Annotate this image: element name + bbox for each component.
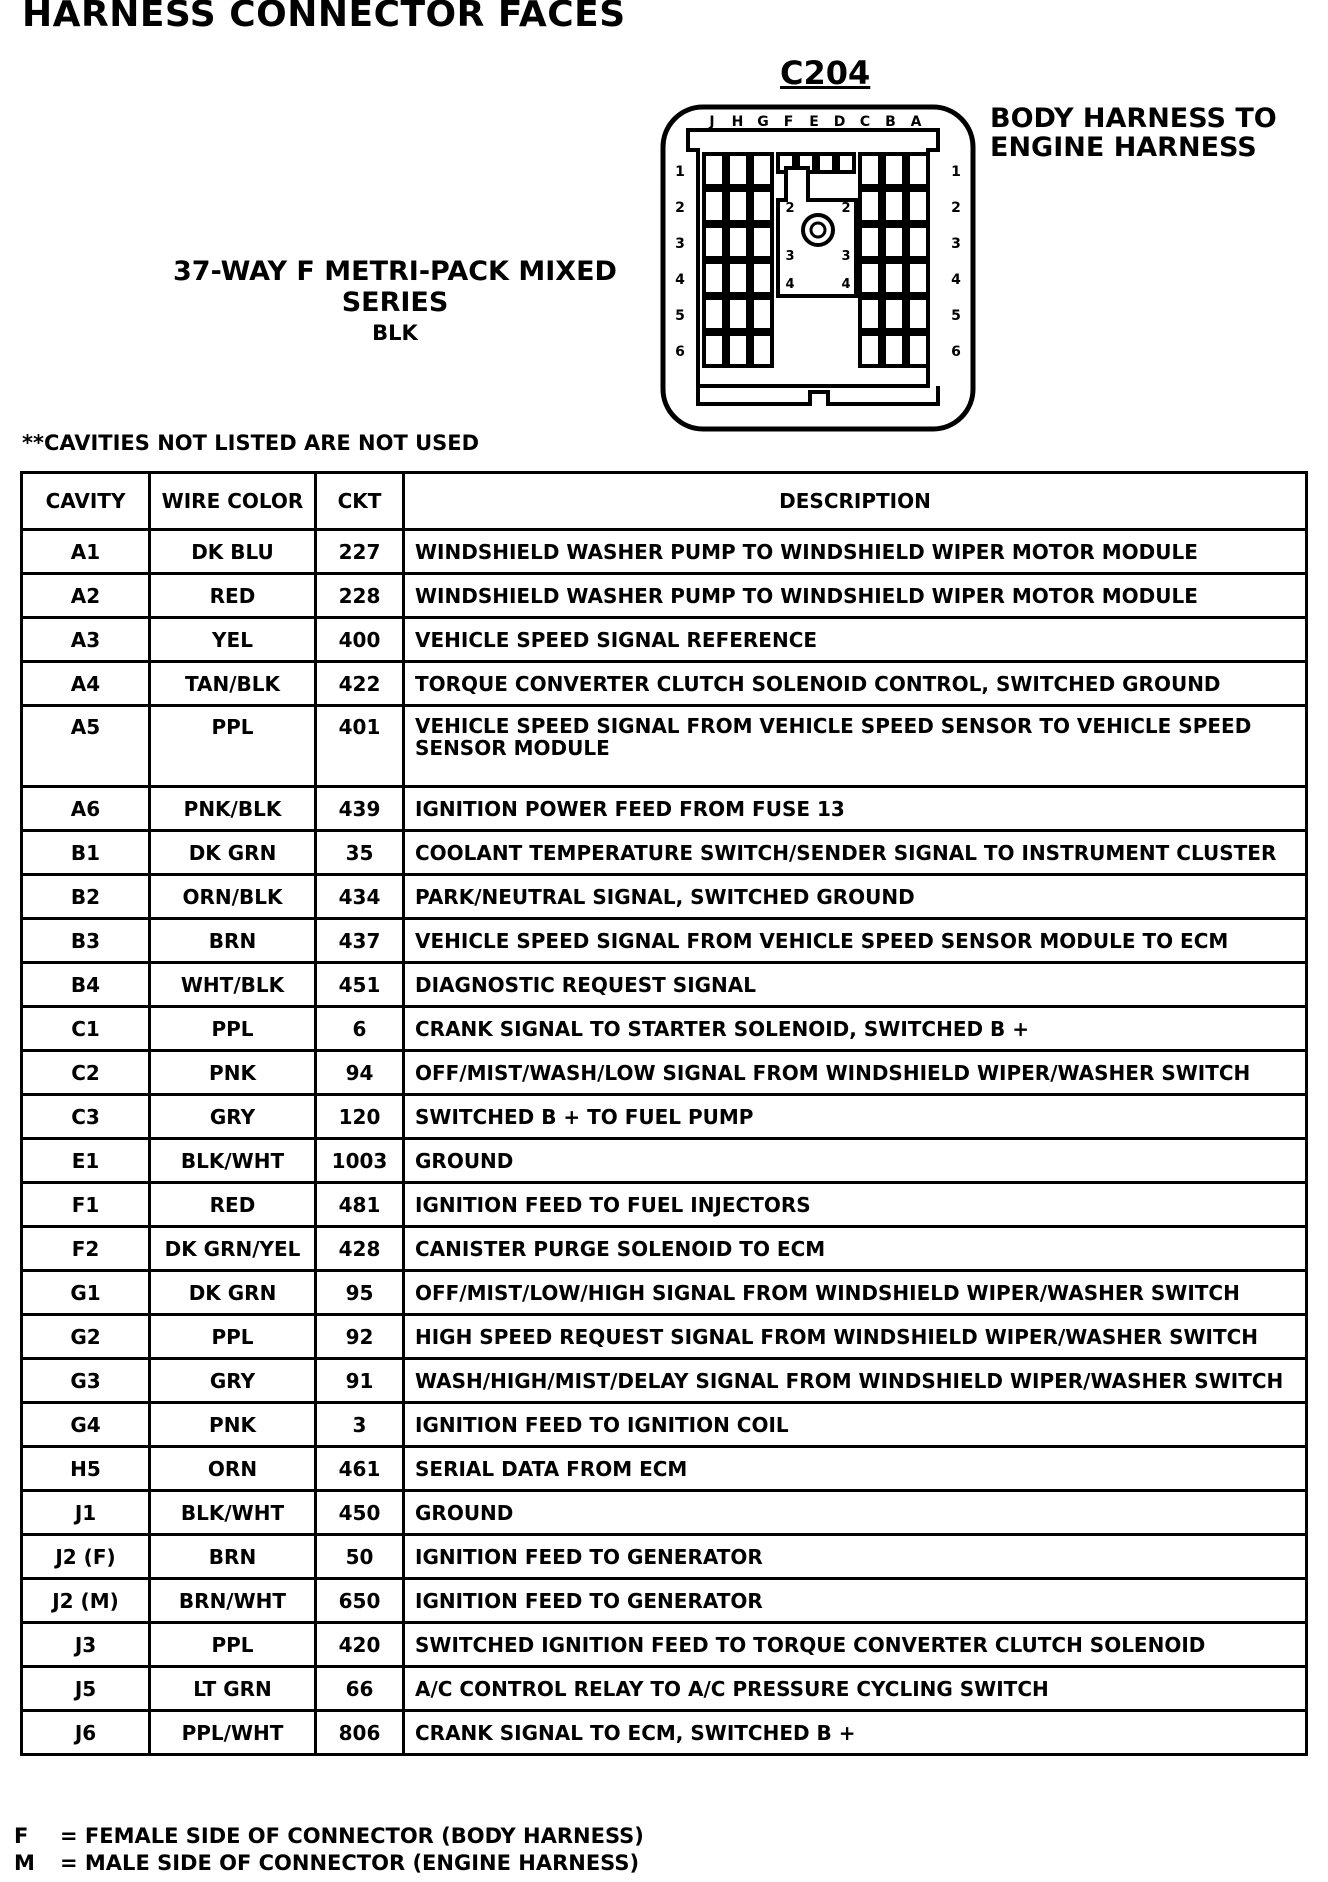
cell-ckt: 35 (316, 831, 404, 875)
cell-description: GROUND (404, 1139, 1307, 1183)
cell-ckt: 451 (316, 963, 404, 1007)
page-title: HARNESS CONNECTOR FACES (22, 0, 626, 35)
cavity-left (728, 298, 748, 330)
cell-wire-color: GRY (150, 1359, 316, 1403)
cell-description: SWITCHED IGNITION FEED TO TORQUE CONVERTER CLUTCH SOLENOID (404, 1623, 1307, 1667)
table-row (22, 574, 1307, 618)
cavity-right (908, 262, 928, 294)
cell-ckt: 50 (316, 1535, 404, 1579)
cavity-right (860, 334, 880, 366)
cell-cavity: H5 (22, 1447, 150, 1491)
connector-id: C204 (780, 54, 871, 92)
cell-cavity: G2 (22, 1315, 150, 1359)
cavity-right (908, 154, 928, 186)
cell-cavity: J2 (M) (22, 1579, 150, 1623)
header-ckt: CKT (316, 473, 404, 530)
connector-face-diagram (660, 104, 976, 434)
table-row (22, 1491, 1307, 1535)
cell-wire-color: DK GRN/YEL (150, 1227, 316, 1271)
cell-wire-color: BRN/WHT (150, 1579, 316, 1623)
cell-description: WINDSHIELD WASHER PUMP TO WINDSHIELD WIPER MOTOR MODULE (404, 530, 1307, 574)
cell-cavity: C3 (22, 1095, 150, 1139)
unused-cavities-note: **CAVITIES NOT LISTED ARE NOT USED (22, 431, 480, 455)
connector-type (150, 256, 640, 349)
cell-wire-color: PNK/BLK (150, 787, 316, 831)
cell-wire-color: ORN (150, 1447, 316, 1491)
cell-ckt: 94 (316, 1051, 404, 1095)
cell-description: CANISTER PURGE SOLENOID TO ECM (404, 1227, 1307, 1271)
cell-cavity: F2 (22, 1227, 150, 1271)
cell-ckt: 450 (316, 1491, 404, 1535)
cell-cavity: A2 (22, 574, 150, 618)
cell-cavity: G4 (22, 1403, 150, 1447)
cell-cavity: A5 (22, 706, 150, 787)
column-letter: D (833, 114, 846, 130)
cell-wire-color: BRN (150, 1535, 316, 1579)
cell-ckt: 428 (316, 1227, 404, 1271)
cell-description: DIAGNOSTIC REQUEST SIGNAL (404, 963, 1307, 1007)
inner-cavity-number: 4 (841, 277, 851, 292)
cell-wire-color: WHT/BLK (150, 963, 316, 1007)
cell-ckt: 401 (316, 706, 404, 787)
inner-cavity-number: 2 (841, 201, 851, 216)
inner-cavity-number: 2 (785, 201, 795, 216)
column-letter: E (809, 114, 819, 130)
cavity-left (752, 154, 772, 186)
table-header-row (22, 473, 1307, 530)
cell-cavity: A6 (22, 787, 150, 831)
table-row (22, 1359, 1307, 1403)
table-row (22, 662, 1307, 706)
cavity-left (752, 262, 772, 294)
row-number-right: 6 (951, 344, 961, 360)
cavity-right (884, 154, 904, 186)
cavity-right (908, 334, 928, 366)
column-letter: F (783, 114, 794, 130)
table-row (22, 1535, 1307, 1579)
cell-cavity: G1 (22, 1271, 150, 1315)
cell-wire-color: BRN (150, 919, 316, 963)
cavity-left (752, 190, 772, 222)
cell-description: VEHICLE SPEED SIGNAL FROM VEHICLE SPEED SENSOR MODULE TO ECM (404, 919, 1307, 963)
table-row (22, 1227, 1307, 1271)
cell-cavity: J1 (22, 1491, 150, 1535)
cavity-left (728, 262, 748, 294)
cavity-left (728, 190, 748, 222)
cell-ckt: 92 (316, 1315, 404, 1359)
table-row (22, 787, 1307, 831)
cell-cavity: A1 (22, 530, 150, 574)
column-letter: B (885, 114, 896, 130)
table-row (22, 963, 1307, 1007)
cell-ckt: 66 (316, 1667, 404, 1711)
cell-ckt: 650 (316, 1579, 404, 1623)
row-number-left: 6 (675, 344, 685, 360)
cell-description: IGNITION FEED TO GENERATOR (404, 1535, 1307, 1579)
cell-description: TORQUE CONVERTER CLUTCH SOLENOID CONTROL, SWITCHED GROUND (404, 662, 1307, 706)
cell-ckt: 95 (316, 1271, 404, 1315)
cavity-left (704, 298, 724, 330)
legend-female-text: = FEMALE SIDE OF CONNECTOR (BODY HARNESS) (60, 1824, 644, 1848)
cavity-left (728, 226, 748, 258)
cell-description: HIGH SPEED REQUEST SIGNAL FROM WINDSHIELD WIPER/WASHER SWITCH (404, 1315, 1307, 1359)
table-row (22, 1623, 1307, 1667)
cavity-left (752, 334, 772, 366)
cavity-grid-left (704, 154, 772, 366)
table-row (22, 1579, 1307, 1623)
column-letter: A (910, 114, 922, 130)
connector-key-slot (698, 386, 938, 404)
cell-ckt: 437 (316, 919, 404, 963)
cavity-center (818, 154, 834, 172)
connector-color: BLK (372, 321, 418, 345)
table-row (22, 831, 1307, 875)
cavity-left (704, 190, 724, 222)
cell-cavity: A4 (22, 662, 150, 706)
cell-cavity: F1 (22, 1183, 150, 1227)
cavity-table (20, 471, 1308, 1756)
table-row (22, 1667, 1307, 1711)
cell-wire-color: PNK (150, 1051, 316, 1095)
harness-description-line-1: BODY HARNESS TO (990, 103, 1277, 134)
cavity-right (908, 190, 928, 222)
cell-wire-color: PPL (150, 1007, 316, 1051)
table-row (22, 1139, 1307, 1183)
row-number-left: 1 (675, 164, 685, 180)
table-row (22, 1403, 1307, 1447)
row-number-right: 2 (951, 200, 961, 216)
row-number-right: 4 (951, 272, 961, 288)
inner-cavity-number: 3 (785, 249, 795, 264)
row-number-left: 3 (675, 236, 685, 252)
cell-ckt: 6 (316, 1007, 404, 1051)
cell-cavity: B1 (22, 831, 150, 875)
cell-description: PARK/NEUTRAL SIGNAL, SWITCHED GROUND (404, 875, 1307, 919)
cavity-left (704, 226, 724, 258)
cell-cavity: A3 (22, 618, 150, 662)
cell-ckt: 227 (316, 530, 404, 574)
cavity-right (884, 190, 904, 222)
row-number-left: 5 (675, 308, 685, 324)
cell-wire-color: RED (150, 1183, 316, 1227)
legend-female-key: F (14, 1824, 29, 1848)
row-number-right: 5 (951, 308, 961, 324)
cell-description: SWITCHED B + TO FUEL PUMP (404, 1095, 1307, 1139)
cell-cavity: J3 (22, 1623, 150, 1667)
legend-male (14, 1851, 639, 1875)
cell-wire-color: LT GRN (150, 1667, 316, 1711)
cell-wire-color: PPL (150, 1315, 316, 1359)
harness-description-line-2: ENGINE HARNESS (990, 132, 1257, 163)
cell-cavity: J2 (F) (22, 1535, 150, 1579)
row-number-right: 3 (951, 236, 961, 252)
cell-wire-color: PNK (150, 1403, 316, 1447)
table-row (22, 530, 1307, 574)
harness-description (990, 104, 1290, 162)
cell-wire-color: PPL (150, 706, 316, 787)
cavity-right (860, 154, 880, 186)
cavity-right (860, 298, 880, 330)
column-letter: H (731, 114, 744, 130)
cell-cavity: C2 (22, 1051, 150, 1095)
table-row (22, 706, 1307, 787)
cell-wire-color: BLK/WHT (150, 1139, 316, 1183)
cavity-right (860, 190, 880, 222)
inner-cavity-number: 3 (841, 249, 851, 264)
cell-ckt: 439 (316, 787, 404, 831)
cavity-right (860, 226, 880, 258)
cell-description: CRANK SIGNAL TO ECM, SWITCHED B + (404, 1711, 1307, 1755)
table-row (22, 1095, 1307, 1139)
cell-ckt: 461 (316, 1447, 404, 1491)
cell-ckt: 400 (316, 618, 404, 662)
table-row (22, 1183, 1307, 1227)
cell-cavity: B4 (22, 963, 150, 1007)
cavity-left (752, 226, 772, 258)
cell-wire-color: GRY (150, 1095, 316, 1139)
cell-ckt: 481 (316, 1183, 404, 1227)
cell-description: CRANK SIGNAL TO STARTER SOLENOID, SWITCHED B + (404, 1007, 1307, 1051)
table-row (22, 1315, 1307, 1359)
column-letter: C (859, 114, 871, 130)
row-number-left: 4 (675, 272, 685, 288)
cell-wire-color: DK BLU (150, 530, 316, 574)
cell-wire-color: DK GRN (150, 1271, 316, 1315)
cell-description: GROUND (404, 1491, 1307, 1535)
cell-ckt: 806 (316, 1711, 404, 1755)
cell-description: WASH/HIGH/MIST/DELAY SIGNAL FROM WINDSHIELD WIPER/WASHER SWITCH (404, 1359, 1307, 1403)
cell-wire-color: PPL (150, 1623, 316, 1667)
cell-wire-color: RED (150, 574, 316, 618)
cell-ckt: 420 (316, 1623, 404, 1667)
cavity-right (908, 226, 928, 258)
cavity-right (884, 226, 904, 258)
cell-description: IGNITION POWER FEED FROM FUSE 13 (404, 787, 1307, 831)
cavity-left (728, 154, 748, 186)
cell-cavity: J6 (22, 1711, 150, 1755)
cell-ckt: 434 (316, 875, 404, 919)
cell-ckt: 1003 (316, 1139, 404, 1183)
cell-cavity: G3 (22, 1359, 150, 1403)
cell-ckt: 91 (316, 1359, 404, 1403)
cell-cavity: E1 (22, 1139, 150, 1183)
cavity-left (704, 334, 724, 366)
cavity-left (704, 154, 724, 186)
cell-cavity: C1 (22, 1007, 150, 1051)
column-letter: J (709, 114, 715, 130)
cell-wire-color: TAN/BLK (150, 662, 316, 706)
cell-ckt: 228 (316, 574, 404, 618)
cell-wire-color: PPL/WHT (150, 1711, 316, 1755)
cell-description: IGNITION FEED TO FUEL INJECTORS (404, 1183, 1307, 1227)
cavity-right (884, 298, 904, 330)
cavity-right (884, 334, 904, 366)
cell-cavity: B3 (22, 919, 150, 963)
cavity-right (860, 262, 880, 294)
table-row (22, 1447, 1307, 1491)
table-row (22, 1271, 1307, 1315)
table-row (22, 618, 1307, 662)
cell-description: VEHICLE SPEED SIGNAL FROM VEHICLE SPEED SENSOR TO VEHICLE SPEED SENSOR MODULE (404, 706, 1307, 787)
cavity-grid-right (860, 154, 928, 366)
cavity-center (838, 154, 854, 172)
table-row (22, 919, 1307, 963)
cell-description: IGNITION FEED TO GENERATOR (404, 1579, 1307, 1623)
inner-cavity-number: 4 (785, 277, 795, 292)
header-description: DESCRIPTION (404, 473, 1307, 530)
header-cavity: CAVITY (22, 473, 150, 530)
cell-description: VEHICLE SPEED SIGNAL REFERENCE (404, 618, 1307, 662)
cell-wire-color: YEL (150, 618, 316, 662)
row-number-left: 2 (675, 200, 685, 216)
legend-female (14, 1824, 644, 1848)
cavity-left (704, 262, 724, 294)
cell-description: IGNITION FEED TO IGNITION COIL (404, 1403, 1307, 1447)
cell-wire-color: BLK/WHT (150, 1491, 316, 1535)
cell-description: OFF/MIST/WASH/LOW SIGNAL FROM WINDSHIELD WIPER/WASHER SWITCH (404, 1051, 1307, 1095)
cell-description: WINDSHIELD WASHER PUMP TO WINDSHIELD WIPER MOTOR MODULE (404, 574, 1307, 618)
cavity-right (884, 262, 904, 294)
table-row (22, 1051, 1307, 1095)
cell-wire-color: DK GRN (150, 831, 316, 875)
cavity-left (728, 334, 748, 366)
cell-description: SERIAL DATA FROM ECM (404, 1447, 1307, 1491)
cell-description: OFF/MIST/LOW/HIGH SIGNAL FROM WINDSHIELD WIPER/WASHER SWITCH (404, 1271, 1307, 1315)
cell-ckt: 3 (316, 1403, 404, 1447)
cavity-right (908, 298, 928, 330)
column-letter: G (757, 114, 769, 130)
legend-male-text: = MALE SIDE OF CONNECTOR (ENGINE HARNESS) (60, 1851, 640, 1875)
cell-ckt: 422 (316, 662, 404, 706)
cell-wire-color: ORN/BLK (150, 875, 316, 919)
legend-male-key: M (14, 1851, 35, 1875)
header-wire-color: WIRE COLOR (150, 473, 316, 530)
row-number-right: 1 (951, 164, 961, 180)
cell-description: A/C CONTROL RELAY TO A/C PRESSURE CYCLING SWITCH (404, 1667, 1307, 1711)
cell-cavity: J5 (22, 1667, 150, 1711)
table-row (22, 1007, 1307, 1051)
cell-description: COOLANT TEMPERATURE SWITCH/SENDER SIGNAL TO INSTRUMENT CLUSTER (404, 831, 1307, 875)
cell-ckt: 120 (316, 1095, 404, 1139)
cavity-left (752, 298, 772, 330)
table-row (22, 875, 1307, 919)
connector-type-label: 37-WAY F METRI-PACK MIXED SERIES (173, 256, 617, 318)
table-row (22, 1711, 1307, 1755)
cell-cavity: B2 (22, 875, 150, 919)
